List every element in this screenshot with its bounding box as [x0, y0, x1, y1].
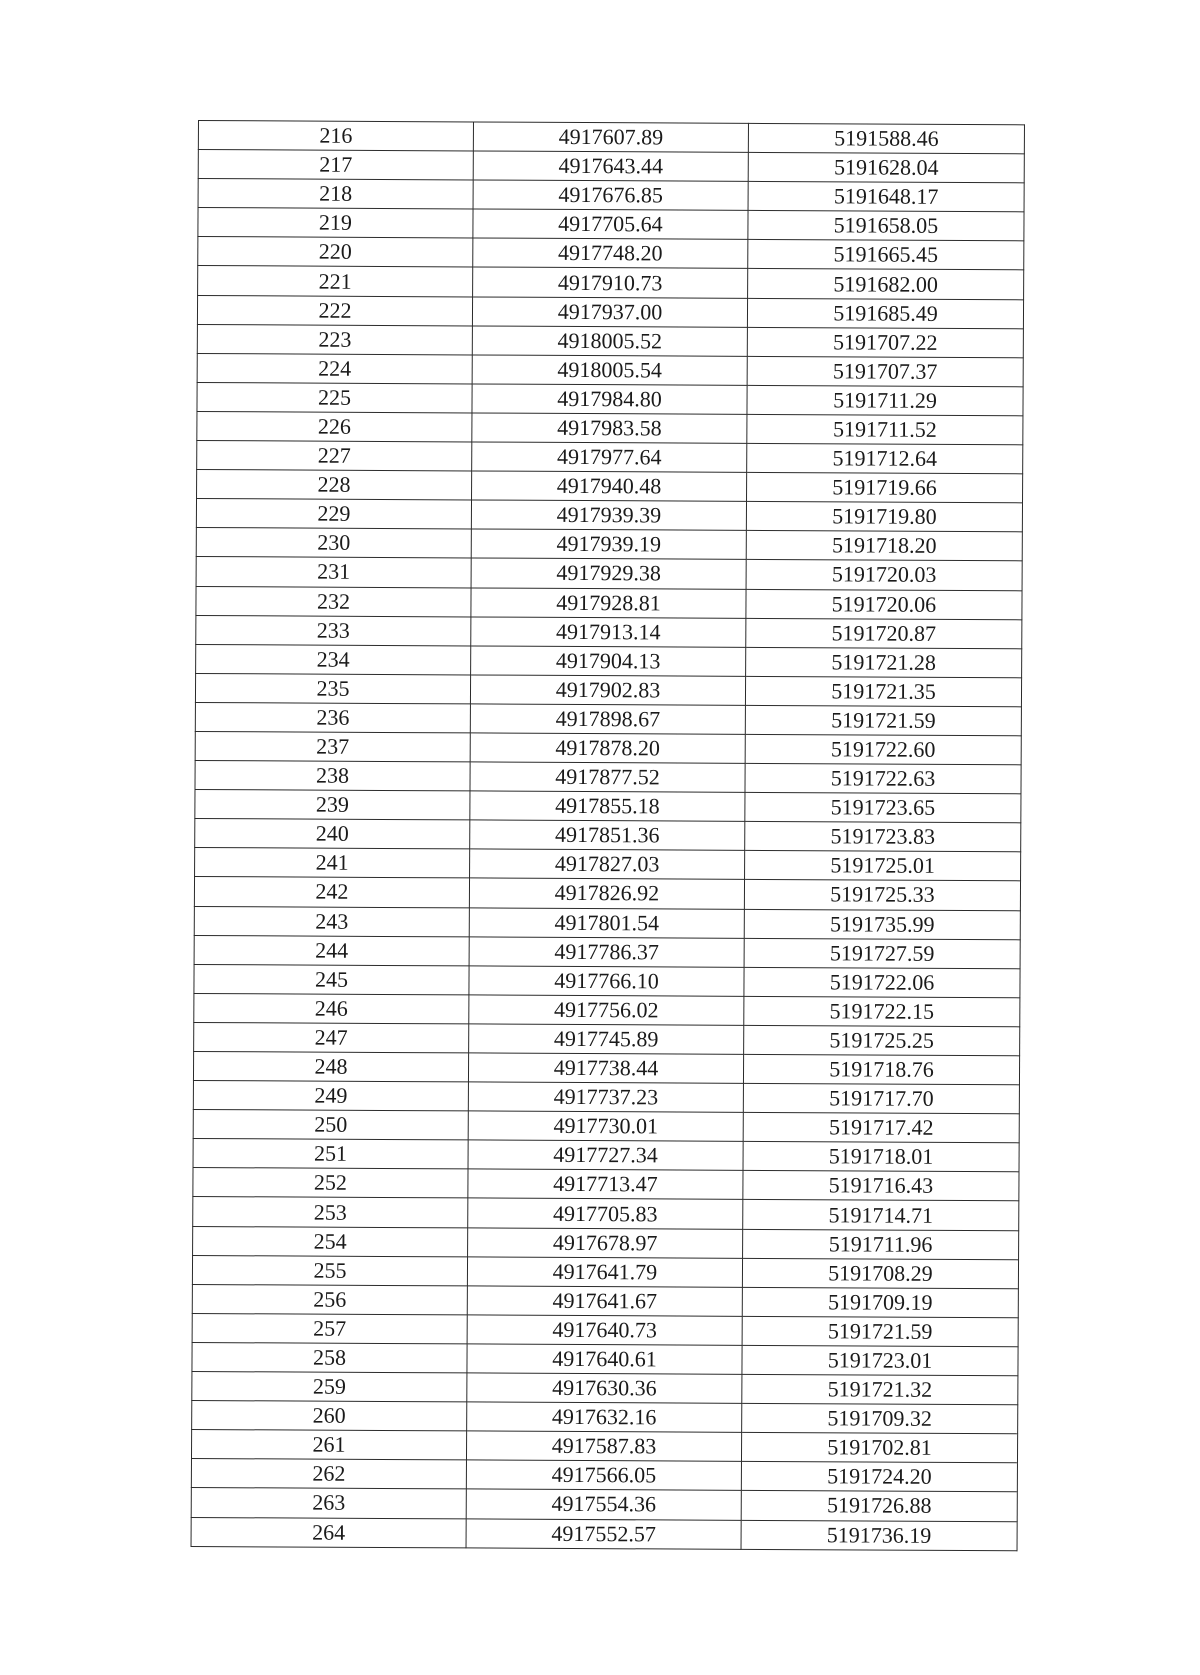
x-coordinate-cell: 4917877.52 — [470, 762, 745, 793]
table-row — [193, 1081, 1019, 1114]
y-coordinate-cell: 5191723.65 — [745, 793, 1021, 824]
table-row — [197, 382, 1023, 415]
y-coordinate-cell: 5191725.33 — [744, 880, 1020, 911]
y-coordinate-cell: 5191721.59 — [745, 705, 1021, 736]
table-row — [195, 673, 1021, 706]
y-coordinate-cell: 5191721.35 — [745, 676, 1021, 707]
x-coordinate-cell: 4917630.36 — [467, 1373, 742, 1404]
y-coordinate-cell: 5191665.45 — [748, 240, 1024, 271]
point-number-cell: 258 — [192, 1342, 467, 1373]
table-row — [191, 1488, 1017, 1521]
table-row — [193, 1168, 1019, 1201]
point-number-cell: 245 — [194, 964, 469, 995]
point-number-cell: 262 — [191, 1459, 466, 1490]
table-row — [198, 121, 1024, 154]
x-coordinate-cell: 4917756.02 — [469, 995, 744, 1026]
table-row — [198, 208, 1024, 241]
x-coordinate-cell: 4917566.05 — [466, 1460, 741, 1491]
table-row — [193, 1197, 1019, 1230]
y-coordinate-cell: 5191718.20 — [746, 531, 1022, 562]
y-coordinate-cell: 5191719.80 — [746, 502, 1022, 533]
table-row — [197, 295, 1023, 328]
y-coordinate-cell: 5191588.46 — [748, 123, 1024, 154]
x-coordinate-cell: 4917705.83 — [468, 1198, 743, 1229]
x-coordinate-cell: 4917801.54 — [469, 907, 744, 938]
point-number-cell: 238 — [195, 761, 470, 792]
x-coordinate-cell: 4917939.19 — [471, 529, 746, 560]
table-row — [194, 1022, 1020, 1055]
point-number-cell: 261 — [191, 1430, 466, 1461]
point-number-cell: 252 — [193, 1168, 468, 1199]
table-row — [196, 615, 1022, 648]
point-number-cell: 264 — [191, 1517, 466, 1548]
table-row — [198, 237, 1024, 270]
y-coordinate-cell: 5191712.64 — [747, 443, 1023, 474]
table-row — [191, 1517, 1017, 1550]
x-coordinate-cell: 4917855.18 — [470, 791, 745, 822]
y-coordinate-cell: 5191735.99 — [744, 909, 1020, 940]
point-number-cell: 229 — [196, 499, 471, 530]
y-coordinate-cell: 5191726.88 — [741, 1491, 1017, 1522]
table-row — [196, 499, 1022, 532]
x-coordinate-cell: 4917587.83 — [466, 1431, 741, 1462]
x-coordinate-cell: 4917678.97 — [468, 1227, 743, 1258]
y-coordinate-cell: 5191725.25 — [744, 1025, 1020, 1056]
y-coordinate-cell: 5191736.19 — [741, 1520, 1017, 1551]
y-coordinate-cell: 5191717.42 — [743, 1113, 1019, 1144]
x-coordinate-cell: 4917552.57 — [466, 1518, 741, 1549]
table-row — [196, 586, 1022, 619]
table-row — [192, 1284, 1018, 1317]
point-number-cell: 224 — [197, 353, 472, 384]
point-number-cell: 257 — [192, 1313, 467, 1344]
point-number-cell: 249 — [193, 1081, 468, 1112]
point-number-cell: 256 — [192, 1284, 467, 1315]
point-number-cell: 248 — [193, 1051, 468, 1082]
x-coordinate-cell: 4917676.85 — [473, 180, 748, 211]
table-row — [193, 1051, 1019, 1084]
x-coordinate-cell: 4917727.34 — [468, 1140, 743, 1171]
x-coordinate-cell: 4917910.73 — [473, 267, 748, 298]
y-coordinate-cell: 5191707.37 — [747, 356, 1023, 387]
table-row — [195, 731, 1021, 764]
x-coordinate-cell: 4917928.81 — [471, 587, 746, 618]
table-row — [192, 1255, 1018, 1288]
point-number-cell: 219 — [198, 208, 473, 239]
x-coordinate-cell: 4918005.52 — [472, 326, 747, 357]
point-number-cell: 232 — [196, 586, 471, 617]
y-coordinate-cell: 5191718.76 — [743, 1054, 1019, 1085]
y-coordinate-cell: 5191718.01 — [743, 1142, 1019, 1173]
point-number-cell: 236 — [195, 702, 470, 733]
table-row — [198, 266, 1024, 299]
point-number-cell: 241 — [195, 848, 470, 879]
x-coordinate-cell: 4917643.44 — [473, 151, 748, 182]
table-row — [197, 353, 1023, 386]
point-number-cell: 231 — [196, 557, 471, 588]
table-row — [191, 1430, 1017, 1463]
x-coordinate-cell: 4917827.03 — [470, 849, 745, 880]
y-coordinate-cell: 5191658.05 — [748, 211, 1024, 242]
y-coordinate-cell: 5191711.96 — [743, 1229, 1019, 1260]
y-coordinate-cell: 5191716.43 — [743, 1171, 1019, 1202]
point-number-cell: 227 — [197, 441, 472, 472]
x-coordinate-cell: 4917554.36 — [466, 1489, 741, 1520]
table-row — [193, 1110, 1019, 1143]
point-number-cell: 246 — [194, 993, 469, 1024]
y-coordinate-cell: 5191720.06 — [746, 589, 1022, 620]
x-coordinate-cell: 4917786.37 — [469, 937, 744, 968]
x-coordinate-cell: 4917705.64 — [473, 209, 748, 240]
y-coordinate-cell: 5191722.15 — [744, 996, 1020, 1027]
point-number-cell: 235 — [195, 673, 470, 704]
table-row — [196, 557, 1022, 590]
table-row — [193, 1226, 1019, 1259]
table-row — [192, 1342, 1018, 1375]
x-coordinate-cell: 4917641.79 — [467, 1257, 742, 1288]
y-coordinate-cell: 5191722.60 — [745, 734, 1021, 765]
point-number-cell: 228 — [197, 470, 472, 501]
point-number-cell: 253 — [193, 1197, 468, 1228]
table-row — [196, 644, 1022, 677]
table-row — [198, 150, 1024, 183]
point-number-cell: 250 — [193, 1110, 468, 1141]
point-number-cell: 254 — [193, 1226, 468, 1257]
y-coordinate-cell: 5191722.06 — [744, 967, 1020, 998]
table-row — [193, 1139, 1019, 1172]
y-coordinate-cell: 5191722.63 — [745, 763, 1021, 794]
table-row — [195, 790, 1021, 823]
table-row — [197, 411, 1023, 444]
point-number-cell: 216 — [198, 121, 473, 152]
point-number-cell: 243 — [194, 906, 469, 937]
point-number-cell: 220 — [198, 237, 473, 268]
table-row — [194, 906, 1020, 939]
x-coordinate-cell: 4917913.14 — [471, 617, 746, 648]
table-row — [197, 470, 1023, 503]
point-number-cell: 263 — [191, 1488, 466, 1519]
point-number-cell: 218 — [198, 179, 473, 210]
point-number-cell: 260 — [192, 1401, 467, 1432]
table-row — [195, 702, 1021, 735]
point-number-cell: 221 — [198, 266, 473, 297]
y-coordinate-cell: 5191727.59 — [744, 938, 1020, 969]
y-coordinate-cell: 5191682.00 — [748, 269, 1024, 300]
table-row — [192, 1372, 1018, 1405]
x-coordinate-cell: 4917977.64 — [472, 442, 747, 473]
point-number-cell: 247 — [194, 1022, 469, 1053]
x-coordinate-cell: 4917737.23 — [468, 1082, 743, 1113]
y-coordinate-cell: 5191721.32 — [742, 1374, 1018, 1405]
x-coordinate-cell: 4917640.61 — [467, 1344, 742, 1375]
point-number-cell: 255 — [192, 1255, 467, 1286]
point-number-cell: 244 — [194, 935, 469, 966]
y-coordinate-cell: 5191721.28 — [746, 647, 1022, 678]
x-coordinate-cell: 4917984.80 — [472, 384, 747, 415]
x-coordinate-cell: 4917766.10 — [469, 966, 744, 997]
x-coordinate-cell: 4917940.48 — [472, 471, 747, 502]
table-row — [195, 819, 1021, 852]
table-row — [192, 1313, 1018, 1346]
x-coordinate-cell: 4917607.89 — [473, 122, 748, 153]
table-row — [195, 848, 1021, 881]
x-coordinate-cell: 4917713.47 — [468, 1169, 743, 1200]
y-coordinate-cell: 5191709.19 — [742, 1287, 1018, 1318]
table-row — [194, 964, 1020, 997]
x-coordinate-cell: 4917851.36 — [470, 820, 745, 851]
x-coordinate-cell: 4917929.38 — [471, 558, 746, 589]
table-row — [191, 1459, 1017, 1492]
table-row — [197, 324, 1023, 357]
x-coordinate-cell: 4917640.73 — [467, 1315, 742, 1346]
point-number-cell: 230 — [196, 528, 471, 559]
table-row — [195, 761, 1021, 794]
y-coordinate-cell: 5191725.01 — [745, 851, 1021, 882]
table-row — [196, 528, 1022, 561]
table-row — [194, 993, 1020, 1026]
y-coordinate-cell: 5191709.32 — [742, 1403, 1018, 1434]
y-coordinate-cell: 5191702.81 — [741, 1433, 1017, 1464]
y-coordinate-cell: 5191711.52 — [747, 414, 1023, 445]
coordinates-table — [191, 120, 1025, 1551]
y-coordinate-cell: 5191724.20 — [741, 1462, 1017, 1493]
point-number-cell: 234 — [196, 644, 471, 675]
y-coordinate-cell: 5191720.03 — [746, 560, 1022, 591]
x-coordinate-cell: 4917745.89 — [469, 1024, 744, 1055]
y-coordinate-cell: 5191723.83 — [745, 822, 1021, 853]
table-row — [194, 877, 1020, 910]
point-number-cell: 226 — [197, 411, 472, 442]
point-number-cell: 251 — [193, 1139, 468, 1170]
y-coordinate-cell: 5191711.29 — [747, 385, 1023, 416]
y-coordinate-cell: 5191723.01 — [742, 1345, 1018, 1376]
point-number-cell: 237 — [195, 731, 470, 762]
y-coordinate-cell: 5191714.71 — [743, 1200, 1019, 1231]
x-coordinate-cell: 4917904.13 — [471, 646, 746, 677]
table-row — [197, 441, 1023, 474]
table-row — [194, 935, 1020, 968]
x-coordinate-cell: 4917902.83 — [470, 675, 745, 706]
x-coordinate-cell: 4917738.44 — [468, 1053, 743, 1084]
y-coordinate-cell: 5191721.59 — [742, 1316, 1018, 1347]
point-number-cell: 223 — [197, 324, 472, 355]
table-row — [198, 179, 1024, 212]
y-coordinate-cell: 5191720.87 — [746, 618, 1022, 649]
table-row — [192, 1401, 1018, 1434]
point-number-cell: 233 — [196, 615, 471, 646]
point-number-cell: 242 — [194, 877, 469, 908]
x-coordinate-cell: 4917826.92 — [469, 878, 744, 909]
point-number-cell: 225 — [197, 382, 472, 413]
y-coordinate-cell: 5191628.04 — [748, 152, 1024, 183]
x-coordinate-cell: 4917898.67 — [470, 704, 745, 735]
x-coordinate-cell: 4917632.16 — [467, 1402, 742, 1433]
x-coordinate-cell: 4917878.20 — [470, 733, 745, 764]
y-coordinate-cell: 5191708.29 — [742, 1258, 1018, 1289]
x-coordinate-cell: 4917730.01 — [468, 1111, 743, 1142]
y-coordinate-cell: 5191648.17 — [748, 182, 1024, 213]
point-number-cell: 240 — [195, 819, 470, 850]
coordinates-table-body — [191, 121, 1024, 1551]
point-number-cell: 259 — [192, 1372, 467, 1403]
y-coordinate-cell: 5191685.49 — [747, 298, 1023, 329]
x-coordinate-cell: 4917983.58 — [472, 413, 747, 444]
x-coordinate-cell: 4917641.67 — [467, 1286, 742, 1317]
x-coordinate-cell: 4918005.54 — [472, 355, 747, 386]
x-coordinate-cell: 4917748.20 — [473, 238, 748, 269]
point-number-cell: 239 — [195, 790, 470, 821]
y-coordinate-cell: 5191719.66 — [747, 473, 1023, 504]
y-coordinate-cell: 5191707.22 — [747, 327, 1023, 358]
y-coordinate-cell: 5191717.70 — [743, 1083, 1019, 1114]
point-number-cell: 217 — [198, 150, 473, 181]
point-number-cell: 222 — [197, 295, 472, 326]
x-coordinate-cell: 4917937.00 — [472, 297, 747, 328]
x-coordinate-cell: 4917939.39 — [471, 500, 746, 531]
